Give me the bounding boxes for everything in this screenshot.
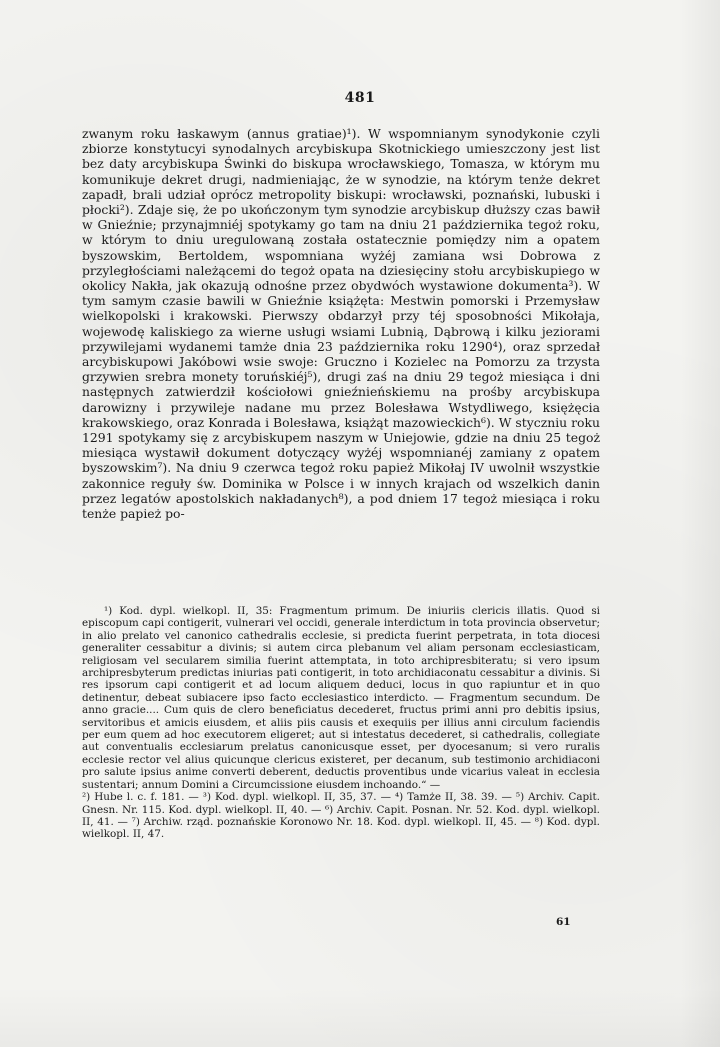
footnotes <box>82 605 600 841</box>
main-text <box>82 126 600 521</box>
page-number: 481 <box>344 90 376 106</box>
footnote-references: ²) Hube l. c. f. 181. — ³) Kod. dypl. wielkopl. II, 35, 37. — ⁴) Tamże II, 38. 39. — ⁵) Archiv. Capit. Gnesn. Nr. 115. Kod. dypl. wielkopl. II, 40. — ⁶) Archiv. Capit. Posnan. Nr. 52. Kod. dypl. wielkopl. II, 41. — ⁷) Archiw. rząd. poznańskie Koronowo Nr. 18. Kod. dypl. wielkopl. II, 45. — ⁸) Kod. dypl. wielkopl. II, 47. <box>82 791 600 841</box>
footnote-1: ¹) Kod. dypl. wielkopl. II, 35: Fragmentum primum. De iniuriis clericis illatis. Quod si episcopum capi contigerit, vulnerari vel occidi, generale interdictum in tota provincia observetur; in alio prelato vel canonico cathedralis ecclesie, si predicta fuerint perpetrata, in tota diocesi generaliter cessabitur a divinis; si autem circa plebanum vel aliam personam ecclesiasticam, religiosam vel secularem similia fuerint attemptata, in toto archipresbiteratu; si vero ipsum archipresbyterum predictas iniurias pati contigerit, in toto archidiaconatu cessabitur a divinis. Si res ipsorum capi contigerit et ad locum aliquem deduci, locus in quo rapiuntur et in quo detinentur, debeat subiacere ipso facto ecclesiastico interdicto. — Fragmentum secundum. De anno gracie.... Cum quis de clero beneficiatus decederet, fructus primi anni pro debitis ipsius, servitoribus et amicis eiusdem, et aliis piis causis et exequiis per illius anni circulum faciendis per eum quem ad hoc executorem eligeret; aut si intestatus decederet, si cathedralis, collegiate aut conventualis ecclesiarum prelatus canonicusque esset, per dyocesanum; si vero ruralis ecclesie rector vel alius quicunque clericus existeret, per decanum, sub testimonio archidiaconi pro salute ipsius anime converti deberent, deductis proventibus unde vicarius valeat in ecclesia sustentari; annum Domini a Circumcissione eiusdem inchoando.“ — <box>82 605 600 791</box>
body-paragraph: zwanym roku łaskawym (annus gratiae)¹). W wspomnianym synodykonie czyli zbiorze konstytucyi synodalnych arcybiskupa Skotnickiego umieszczony jest list bez daty arcybiskupa Świnki do biskupa wrocławskiego, Tomasza, w którym mu komunikuje dekret drugi, nadmieniając, że w synodzie, na którym tenże dekret zapadł, brali udział oprócz metropolity biskupi: wrocławski, poznański, lubuski i płocki²). Zdaje się, że po ukończonym tym synodzie arcybiskup dłuższy czas bawił w Gnieźnie; przynajmniéj spotykamy go tam na dniu 21 października tegoż roku, w którym to dniu uregulowaną została ostatecznie pomiędzy nim a opatem byszowskim, Bertoldem, wspomniana wyżéj zamiana wsi Dobrowa z przyległościami należącemi do tegoż opata na dziesięciny stołu arcybiskupiego w okolicy Nakła, jak okazują odnośne przez obydwóch wystawione dokumenta³). W tym samym czasie bawili w Gnieźnie książęta: Mestwin pomorski i Przemysław wielkopolski i krakowski. Pierwszy obdarzył przy téj sposobności Mikołaja, wojewodę kaliskiego za wierne usługi wsiami Lubnią, Dąbrową i kilku jeziorami przywilejami wydanemi tamże dnia 23 października roku 1290⁴), oraz sprzedał arcybiskupowi Jakóbowi wsie swoje: Gruczno i Kozielec na Pomorzu za trzysta grzywien srebra monety toruńskiéj⁵), drugi zaś na dniu 29 tegoż miesiąca i dni następnych zatwierdził kościołowi gnieźnieńskiemu na prośby arcybiskupa darowizny i przywileje nadane mu przez Bolesława Wstydliwego, księżęcia krakowskiego, oraz Konrada i Bolesława, książąt mazowieckich⁶). W styczniu roku 1291 spotykamy się z arcybiskupem naszym w Uniejowie, gdzie na dniu 25 tegoż miesiąca wystawił dokument dotyczący wyżéj wspomnianéj zamiany z opatem byszowskim⁷). Na dniu 9 czerwca tegoż roku papież Mikołaj IV uwolnił wszystkie zakonnice reguły św. Dominika w Polsce i w innych krajach od wszelkich danin przez legatów apostolskich nakładanych⁸), a pod dniem 17 tegoż miesiąca i roku tenże papież po- <box>82 126 600 522</box>
scan-shadow-bottom <box>0 987 720 1047</box>
sheet-signature: 61 <box>556 916 571 928</box>
scan-shadow-right <box>680 0 720 1047</box>
